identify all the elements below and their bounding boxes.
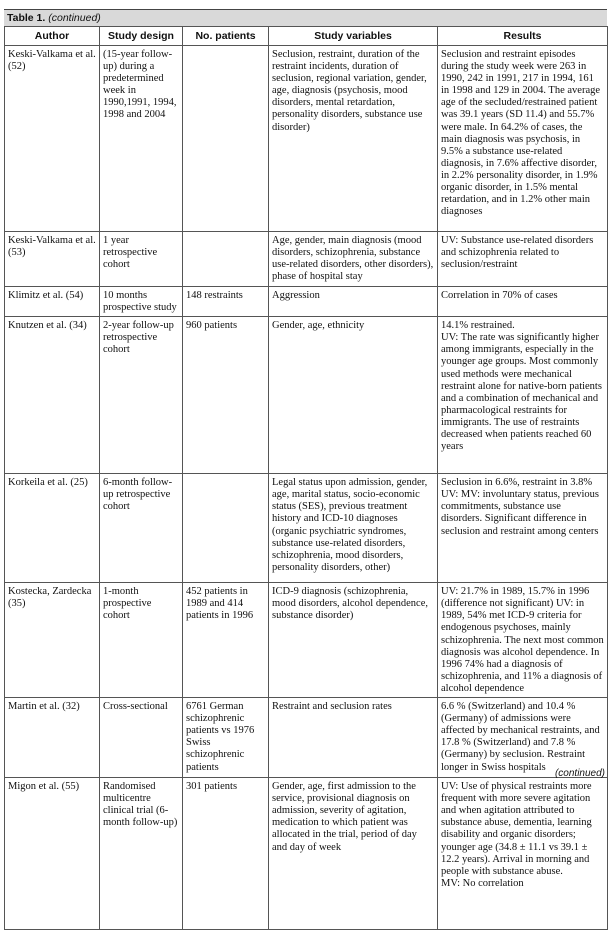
result-line: Seclusion and restraint episodes during the study week were 263 in 1990, 242 in 1991, 217 in 1994, 161 in 1998 and 129 in 2004. The average age of the secluded/restrained patient was 39.1 years (SD 11.4) and 55.7% were male. In 64.2% of cases, the main diagnosis was psychosis, in 9.5% a substance use-related diagnosis, in 7.6% affective disorder, in 2.2% personality disorder, in 1.9% organic disorder, in 1.5% mental retardation, and in 1.2% other main diagnoses xyxy=(441,49,601,218)
cell-no-patients: 6761 German schizophrenic patients vs 1976 Swiss schizophrenic patients xyxy=(183,698,269,778)
result-line: MV: No correlation xyxy=(441,877,524,889)
cell-study-design: 1 year retrospective cohort xyxy=(100,232,183,287)
cell-results xyxy=(438,474,608,583)
cell-study-design: Cross-sectional xyxy=(100,698,183,778)
cell-study-design: 1-month prospective cohort xyxy=(100,583,183,698)
table-row xyxy=(5,698,608,778)
cell-study-variables: Aggression xyxy=(269,287,438,317)
cell-no-patients xyxy=(183,46,269,232)
column-header-author: Author xyxy=(5,27,100,46)
cell-study-design: 6-month follow-up retrospective cohort xyxy=(100,474,183,583)
cell-study-variables: Legal status upon admission, gender, age, marital status, socio-economic status (SES), previous treatment history and ICD-10 diagnoses (organic psychiatric syndromes, substance use-related disorders, schizophrenia, mood disorders, personality disorders, other) xyxy=(269,474,438,583)
cell-no-patients: 960 patients xyxy=(183,317,269,474)
cell-results xyxy=(438,232,608,287)
result-line: UV: Substance use-related disorders and schizophrenia related to seclusion/restraint xyxy=(441,235,594,271)
table-row xyxy=(5,474,608,583)
table-row xyxy=(5,317,608,474)
cell-results xyxy=(438,317,608,474)
column-header-study-variables: Study variables xyxy=(269,27,438,46)
cell-study-variables: Gender, age, first admission to the service, provisional diagnosis on admission, severity of agitation, medication to which patient was allocated in the trial, period of day and day of week xyxy=(269,778,438,930)
cell-author: Kostecka, Zardecka (35) xyxy=(5,583,100,698)
column-header-study-design: Study design xyxy=(100,27,183,46)
result-line: UV: The rate was significantly higher among immigrants, especially in the younger age groups. Most commonly used methods were mechanical restraint alone for native-born patients and a combination of mechanical and pharmacological restraints for immigrants. The use of restraints decreased when patients reached 60 years xyxy=(441,332,602,453)
cell-results xyxy=(438,583,608,698)
cell-study-variables: ICD-9 diagnosis (schizophrenia, mood disorders, alcohol dependence, substance disorder) xyxy=(269,583,438,698)
cell-results xyxy=(438,46,608,232)
result-line: UV: MV: involuntary status, previous commitments, substance use disorders. Significant difference in seclusion and restraint among centers xyxy=(441,489,599,537)
cell-results xyxy=(438,698,608,778)
table-caption-label: Table 1. xyxy=(7,12,46,24)
result-line: 14.1% restrained. xyxy=(441,320,515,332)
cell-author: Korkeila et al. (25) xyxy=(5,474,100,583)
cell-no-patients xyxy=(183,474,269,583)
table-row xyxy=(5,583,608,698)
cell-no-patients: 301 patients xyxy=(183,778,269,930)
result-line: UV: 21.7% in 1989, 15.7% in 1996 (difference not significant) UV: in 1989, 54% met ICD-9 criteria for endogenous psychoses, mainly schizophrenia. The next most common diagnosis was alcohol dependence. In 1996 74% had a diagnosis of schizophrenia, and 11% a diagnosis of alcohol dependence xyxy=(441,586,604,694)
result-line: UV: Use of physical restraints more frequent with more severe agitation and when agitation attributed to substance abuse, dementia, learning disability and organic disorders; younger age (34.8 ± 11.1 vs 39.1 ± 12.2 years). Arrival in morning and people with substance abuse. xyxy=(441,781,592,877)
cell-no-patients: 452 patients in 1989 and 414 patients in 1996 xyxy=(183,583,269,698)
table-header-row xyxy=(5,27,608,46)
cell-author: Migon et al. (55) xyxy=(5,778,100,930)
cell-study-design: Randomised multicentre clinical trial (6-month follow-up) xyxy=(100,778,183,930)
result-line: 6.6 % (Switzerland) and 10.4 % (Germany) of admissions were affected by mechanical restraints, and 17.8 % (Switzerland) and 7.8 % (Germany) by seclusion. Restraint longer in Swiss hospitals xyxy=(441,701,600,773)
table-row xyxy=(5,232,608,287)
cell-study-variables: Gender, age, ethnicity xyxy=(269,317,438,474)
result-line: Seclusion in 6.6%, restraint in 3.8% xyxy=(441,477,593,489)
result-line: Correlation in 70% of cases xyxy=(441,290,558,301)
cell-study-variables: Age, gender, main diagnosis (mood disorders, schizophrenia, substance use-related disorders, other disorders), phase of hospital stay xyxy=(269,232,438,287)
cell-author: Klimitz et al. (54) xyxy=(5,287,100,317)
table-caption-suffix: (continued) xyxy=(48,12,101,24)
cell-study-variables: Restraint and seclusion rates xyxy=(269,698,438,778)
table-body xyxy=(5,46,608,930)
cell-study-variables: Seclusion, restraint, duration of the restraint incidents, duration of seclusion, regional variation, gender, age, diagnosis (psychosis, mood disorders, mental retardation, personality disorders, substance use disorder) xyxy=(269,46,438,232)
continued-note: (continued) xyxy=(554,768,605,779)
cell-study-design: (15-year follow-up) during a predetermined week in 1990,1991, 1994, 1998 and 2004 xyxy=(100,46,183,232)
table-caption xyxy=(4,9,607,26)
cell-study-design: 10 months prospective study xyxy=(100,287,183,317)
table-row xyxy=(5,778,608,930)
column-header-no-patients: No. patients xyxy=(183,27,269,46)
cell-author: Keski-Valkama et al. (53) xyxy=(5,232,100,287)
studies-table xyxy=(4,26,608,930)
table-row xyxy=(5,287,608,317)
cell-study-design: 2-year follow-up retrospective cohort xyxy=(100,317,183,474)
cell-results xyxy=(438,778,608,930)
cell-no-patients: 148 restraints xyxy=(183,287,269,317)
cell-no-patients xyxy=(183,232,269,287)
column-header-results: Results xyxy=(438,27,608,46)
cell-author: Keski-Valkama et al. (52) xyxy=(5,46,100,232)
table-row xyxy=(5,46,608,232)
cell-results xyxy=(438,287,608,317)
cell-author: Knutzen et al. (34) xyxy=(5,317,100,474)
cell-author: Martin et al. (32) xyxy=(5,698,100,778)
